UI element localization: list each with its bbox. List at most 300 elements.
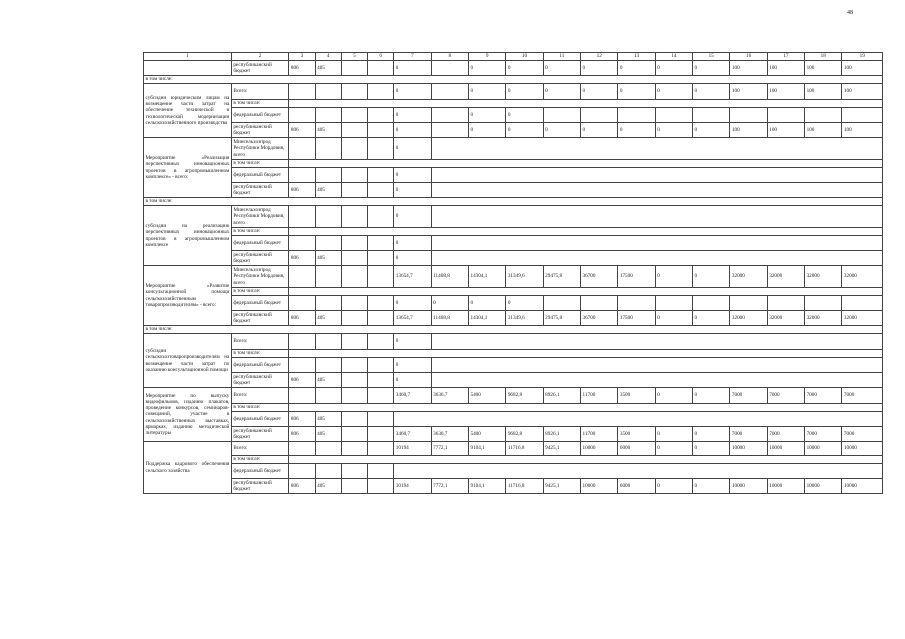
table-cell: 405 — [315, 412, 341, 427]
table-cell: 806 — [289, 412, 315, 427]
table-cell: 7 — [394, 53, 431, 61]
table-cell: 8 — [431, 53, 468, 61]
table-cell: 0 — [394, 334, 431, 350]
table-cell: 0 — [618, 123, 655, 138]
table-cell — [431, 61, 468, 76]
table-cell — [341, 412, 367, 427]
table-cell — [368, 442, 394, 456]
table-cell: 31349,6 — [506, 266, 543, 288]
table-cell: федеральный бюджет — [231, 236, 289, 251]
table-cell: 11408,8 — [431, 266, 468, 288]
table-cell — [730, 108, 767, 123]
table-cell: в том числе: — [231, 350, 289, 358]
table-cell — [368, 296, 394, 311]
table-cell — [341, 168, 367, 183]
table-cell: 10000 — [581, 442, 618, 456]
table-cell: 10000 — [581, 479, 618, 494]
table-cell — [341, 236, 367, 251]
table-cell: 405 — [315, 311, 341, 326]
table-cell — [144, 61, 232, 76]
table-cell — [289, 456, 883, 464]
table-cell — [368, 334, 394, 350]
table-cell — [315, 168, 341, 183]
table-cell: 100 — [842, 123, 883, 138]
table-cell: 0 — [655, 442, 692, 456]
table-cell: 0 — [394, 296, 431, 311]
table-cell: в том числе: — [231, 228, 289, 236]
table-cell — [431, 334, 882, 350]
table-cell: республиканский бюджет — [231, 251, 289, 266]
table-cell: федеральный бюджет — [231, 108, 289, 123]
table-cell: 17500 — [618, 266, 655, 288]
table-cell: 3 — [289, 53, 315, 61]
table-cell — [341, 123, 367, 138]
table-cell: 0 — [543, 61, 580, 76]
table-cell — [289, 160, 883, 168]
table-cell: 0 — [693, 311, 730, 326]
table-cell: 0 — [394, 358, 431, 373]
table-row — [144, 84, 883, 100]
table-cell: 17 — [767, 53, 804, 61]
table-cell — [543, 296, 580, 311]
table-cell: 0 — [394, 183, 431, 198]
table-cell: республиканский бюджет — [231, 183, 289, 198]
table-cell — [341, 108, 367, 123]
table-cell — [289, 296, 315, 311]
table-cell: 0 — [581, 123, 618, 138]
table-cell: 9 — [468, 53, 505, 61]
table-cell — [341, 266, 367, 288]
table-cell: 6000 — [618, 479, 655, 494]
table-cell — [341, 251, 367, 266]
table-cell — [368, 61, 394, 76]
table-cell: 10194 — [394, 479, 431, 494]
table-cell: 13654,7 — [394, 311, 431, 326]
table-cell: 10000 — [842, 442, 883, 456]
table-cell: 10 — [506, 53, 543, 61]
table-cell — [581, 296, 618, 311]
table-cell: 10000 — [730, 479, 767, 494]
table-cell: 0 — [394, 206, 431, 228]
table-cell: республиканский бюджет — [231, 427, 289, 442]
table-cell: 7000 — [842, 388, 883, 404]
table-cell — [289, 168, 315, 183]
table-cell — [341, 84, 367, 100]
table-cell: 0 — [468, 123, 505, 138]
table-cell: 0 — [655, 479, 692, 494]
table-cell: 5400 — [468, 427, 505, 442]
table-cell — [368, 427, 394, 442]
table-cell: 0 — [394, 373, 431, 388]
table-cell — [289, 358, 315, 373]
table-cell: 11716,8 — [506, 479, 543, 494]
table-cell — [431, 168, 882, 183]
table-cell — [341, 206, 367, 228]
table-cell: 1 — [144, 53, 232, 61]
table-cell — [368, 168, 394, 183]
table-cell: в том числе: — [144, 76, 883, 84]
table-cell: Всего: — [231, 388, 289, 404]
table-cell: 11716,8 — [506, 442, 543, 456]
table-cell — [289, 266, 315, 288]
table-cell — [431, 84, 468, 100]
table-cell — [315, 138, 341, 160]
table-cell: 0 — [693, 427, 730, 442]
table-cell: в том числе: — [231, 288, 289, 296]
table-cell: 0 — [394, 61, 431, 76]
table-cell — [341, 334, 367, 350]
table-cell: 0 — [394, 84, 431, 100]
table-cell: 15 — [693, 53, 730, 61]
table-cell: Минсельхозпрод Республики Мордовия, всего — [231, 138, 289, 160]
table-cell: 32000 — [842, 311, 883, 326]
table-cell: федеральный бюджет — [231, 168, 289, 183]
table-cell: 0 — [693, 84, 730, 100]
table-cell: 10000 — [767, 479, 804, 494]
table-cell: 10000 — [805, 479, 842, 494]
table-cell — [394, 464, 883, 479]
table-cell: в том числе: — [144, 198, 883, 206]
table-cell — [315, 108, 341, 123]
table-cell: 100 — [805, 61, 842, 76]
table-cell: федеральный бюджет — [231, 412, 289, 427]
table-cell: 9104,1 — [468, 479, 505, 494]
section-description: субсидии юридическим лицам на возмещение части затрат на обеспечение технической и технологической модернизации сельскохозяйственного производства — [144, 84, 232, 138]
table-cell — [341, 442, 367, 456]
table-cell: федеральный бюджет — [231, 296, 289, 311]
table-cell: 806 — [289, 427, 315, 442]
table-cell: Всего: — [231, 84, 289, 100]
table-cell — [341, 138, 367, 160]
table-cell: 0 — [506, 123, 543, 138]
table-cell: Минсельхозпрод Республики Мордовия, всего — [231, 266, 289, 288]
table-cell: 9104,1 — [468, 442, 505, 456]
table-cell — [341, 427, 367, 442]
table-cell — [655, 108, 692, 123]
table-cell — [767, 296, 804, 311]
table-cell: 9682,8 — [506, 388, 543, 404]
table-cell: 14304,1 — [468, 311, 505, 326]
table-cell: 100 — [730, 123, 767, 138]
section-description: Поддержка кадрового обеспечения сельского хозяйства — [144, 442, 232, 494]
table-cell: 0 — [506, 61, 543, 76]
table-cell — [341, 358, 367, 373]
table-cell: 100 — [767, 123, 804, 138]
table-cell: 3500 — [618, 388, 655, 404]
table-cell — [315, 464, 341, 479]
table-cell: 32000 — [767, 311, 804, 326]
table-cell: 0 — [506, 84, 543, 100]
page-number: 48 — [847, 10, 853, 16]
table-cell: 19 — [842, 53, 883, 61]
table-cell: 7000 — [730, 388, 767, 404]
table-cell — [618, 296, 655, 311]
table-cell — [368, 123, 394, 138]
table-cell: республиканский бюджет — [231, 123, 289, 138]
table-cell: 100 — [842, 61, 883, 76]
table-cell: республиканский бюджет — [231, 479, 289, 494]
table-cell — [315, 206, 341, 228]
table-cell — [368, 108, 394, 123]
table-cell — [289, 84, 315, 100]
table-cell: 32000 — [842, 266, 883, 288]
table-cell: 18 — [805, 53, 842, 61]
table-cell: 0 — [693, 123, 730, 138]
table-cell: в том числе: — [231, 160, 289, 168]
table-cell: 10000 — [730, 442, 767, 456]
table-cell: 14 — [655, 53, 692, 61]
table-cell — [289, 442, 315, 456]
table-cell — [805, 296, 842, 311]
header-row — [144, 53, 883, 61]
table-cell: в том числе: — [231, 100, 289, 108]
table-cell — [842, 108, 883, 123]
table-cell: 100 — [767, 84, 804, 100]
table-cell: 0 — [394, 236, 431, 251]
table-cell — [341, 373, 367, 388]
table-cell — [289, 334, 315, 350]
table-cell: 7772,1 — [431, 442, 468, 456]
table-cell: 4 — [315, 53, 341, 61]
table-cell: 12 — [581, 53, 618, 61]
table-cell: 7000 — [842, 427, 883, 442]
table-cell: 0 — [468, 84, 505, 100]
table-cell: 806 — [289, 183, 315, 198]
table-cell: 100 — [842, 84, 883, 100]
table-cell — [315, 236, 341, 251]
table-cell: 0 — [543, 123, 580, 138]
table-cell: 32000 — [805, 311, 842, 326]
table-cell — [581, 108, 618, 123]
table-cell: 10194 — [394, 442, 431, 456]
table-cell — [693, 296, 730, 311]
table-cell: 0 — [655, 266, 692, 288]
table-cell: 100 — [805, 123, 842, 138]
table-cell — [368, 138, 394, 160]
table-cell — [368, 236, 394, 251]
table-cell: 11 — [543, 53, 580, 61]
table-cell — [368, 311, 394, 326]
table-cell: 0 — [543, 84, 580, 100]
table-cell — [618, 108, 655, 123]
table-cell: 11408,8 — [431, 311, 468, 326]
table-cell: 0 — [693, 61, 730, 76]
table-cell: 806 — [289, 373, 315, 388]
table-cell — [341, 388, 367, 404]
table-cell: 806 — [289, 123, 315, 138]
table-cell: 5 — [341, 53, 367, 61]
table-cell: 7000 — [805, 427, 842, 442]
table-cell: 13654,7 — [394, 266, 431, 288]
table-cell: 8926,1 — [543, 427, 580, 442]
table-cell: 7000 — [767, 388, 804, 404]
table-cell — [341, 311, 367, 326]
table-cell: федеральный бюджет — [231, 358, 289, 373]
table-cell — [289, 404, 883, 412]
table-cell: 0 — [394, 138, 431, 160]
table-cell: 806 — [289, 479, 315, 494]
table-cell — [341, 464, 367, 479]
table-cell: 6000 — [618, 442, 655, 456]
table-cell — [805, 108, 842, 123]
table-cell: 7000 — [805, 388, 842, 404]
table-cell: 0 — [468, 61, 505, 76]
table-cell: 0 — [506, 108, 543, 123]
table-cell: 11700 — [581, 388, 618, 404]
table-cell — [368, 251, 394, 266]
table-cell: 0 — [655, 388, 692, 404]
section-description: Мероприятие по выпуску видеофильмов, изданию плакатов, проведение конкурсов, семинаров-совещаний, участие в сельскохозяйственных выставках, ярмарках, изданию методической литературы — [144, 388, 232, 442]
table-cell: 17500 — [618, 311, 655, 326]
table-cell — [289, 464, 315, 479]
table-cell: 0 — [394, 168, 431, 183]
table-cell: Минсельхозпрод Республики Мордовия, всего — [231, 206, 289, 228]
table-cell — [368, 84, 394, 100]
table-cell: 3636,7 — [431, 388, 468, 404]
table-cell — [431, 123, 468, 138]
table-cell: 405 — [315, 183, 341, 198]
table-cell — [431, 183, 882, 198]
table-cell — [368, 464, 394, 479]
table-cell: 0 — [655, 84, 692, 100]
table-cell: 31349,6 — [506, 311, 543, 326]
table-cell: республиканский бюджет — [231, 311, 289, 326]
table-cell — [368, 266, 394, 288]
table-cell — [289, 100, 883, 108]
table-cell: 36700 — [581, 311, 618, 326]
table-cell: 0 — [693, 479, 730, 494]
table-cell: 32000 — [767, 266, 804, 288]
table-cell: 0 — [618, 84, 655, 100]
table-cell: 14304,1 — [468, 266, 505, 288]
table-cell: 0 — [581, 61, 618, 76]
table-cell: 0 — [618, 61, 655, 76]
table-cell: 13 — [618, 53, 655, 61]
table-row — [144, 61, 883, 76]
table-cell — [655, 296, 692, 311]
table-cell: 0 — [581, 84, 618, 100]
table-cell — [289, 388, 315, 404]
table-row — [144, 76, 883, 84]
table-cell: 0 — [655, 61, 692, 76]
table-cell: 0 — [693, 442, 730, 456]
table-cell — [315, 358, 341, 373]
table-cell: 806 — [289, 61, 315, 76]
table-cell: 0 — [468, 296, 505, 311]
table-cell — [368, 388, 394, 404]
table-cell: 10000 — [767, 442, 804, 456]
table-cell: 9682,8 — [506, 427, 543, 442]
table-cell: 0 — [506, 296, 543, 311]
table-cell — [394, 412, 883, 427]
table-cell: 3460,7 — [394, 427, 431, 442]
table-cell — [431, 358, 882, 373]
table-cell: 16 — [730, 53, 767, 61]
table-cell: 0 — [394, 251, 431, 266]
table-cell — [431, 236, 882, 251]
table-cell — [431, 108, 468, 123]
table-cell: 100 — [730, 84, 767, 100]
table-cell: 100 — [805, 84, 842, 100]
table-cell — [693, 108, 730, 123]
table-cell: 405 — [315, 251, 341, 266]
table-cell — [289, 228, 883, 236]
table-cell: 0 — [394, 108, 431, 123]
table-cell: 806 — [289, 311, 315, 326]
table-cell: 405 — [315, 373, 341, 388]
table-cell — [289, 288, 883, 296]
table-cell — [368, 412, 394, 427]
table-cell: 7772,1 — [431, 479, 468, 494]
section-description: Мероприятие «Развитие консультационной помощи сельскохозяйственным товаропроизводителям» - всего: — [144, 266, 232, 326]
table-cell — [315, 334, 341, 350]
table-cell: 0 — [693, 388, 730, 404]
table-cell: 29475,8 — [543, 266, 580, 288]
table-cell: федеральный бюджет — [231, 464, 289, 479]
table-cell: 9425,1 — [543, 479, 580, 494]
table-cell: 405 — [315, 123, 341, 138]
table-cell: 10000 — [842, 479, 883, 494]
table-cell — [431, 138, 882, 160]
table-cell: 9425,1 — [543, 442, 580, 456]
table-cell: 100 — [730, 61, 767, 76]
table-cell: 32000 — [730, 266, 767, 288]
table-cell: 36700 — [581, 266, 618, 288]
budget-table — [143, 52, 883, 494]
table-cell — [315, 388, 341, 404]
table-cell: 3500 — [618, 427, 655, 442]
table-cell — [368, 358, 394, 373]
table-cell — [341, 296, 367, 311]
table-cell — [368, 479, 394, 494]
table-cell: в том числе: — [231, 456, 289, 464]
table-cell — [341, 479, 367, 494]
table-cell — [842, 296, 883, 311]
table-cell — [730, 296, 767, 311]
section-description: субсидии сельскохозтоваропроизводителям на возмещение части затрат по оказанию консультационной помощи — [144, 334, 232, 388]
table-cell — [767, 108, 804, 123]
table-cell: 0 — [655, 427, 692, 442]
table-cell: 32000 — [805, 266, 842, 288]
section-description: субсидии на реализацию перспективных инновационных проектов в агропромышленном комплексе — [144, 206, 232, 266]
table-cell: 3460,7 — [394, 388, 431, 404]
table-cell: 0 — [655, 123, 692, 138]
table-cell: 8926,1 — [543, 388, 580, 404]
table-cell: Всего: — [231, 334, 289, 350]
table-cell — [289, 108, 315, 123]
table-cell — [431, 373, 882, 388]
table-cell: 5400 — [468, 388, 505, 404]
table-cell — [341, 183, 367, 198]
table-cell — [431, 251, 882, 266]
table-cell: 2 — [231, 53, 289, 61]
table-cell — [368, 183, 394, 198]
table-cell — [315, 84, 341, 100]
table-cell: 29475,8 — [543, 311, 580, 326]
table-cell: 7000 — [767, 427, 804, 442]
table-cell: в том числе: — [231, 404, 289, 412]
table-cell: Всего: — [231, 442, 289, 456]
table-cell: 32000 — [730, 311, 767, 326]
table-cell — [289, 350, 883, 358]
table-cell: республиканский бюджет — [231, 373, 289, 388]
table-cell — [368, 206, 394, 228]
table-cell — [289, 236, 315, 251]
table-cell: 0 — [431, 296, 468, 311]
table-cell: 405 — [315, 61, 341, 76]
section-description: Мероприятие «Реализация перспективных инновационных проектов в агропромышленном комплексе» - всего: — [144, 138, 232, 198]
table-cell: 405 — [315, 427, 341, 442]
